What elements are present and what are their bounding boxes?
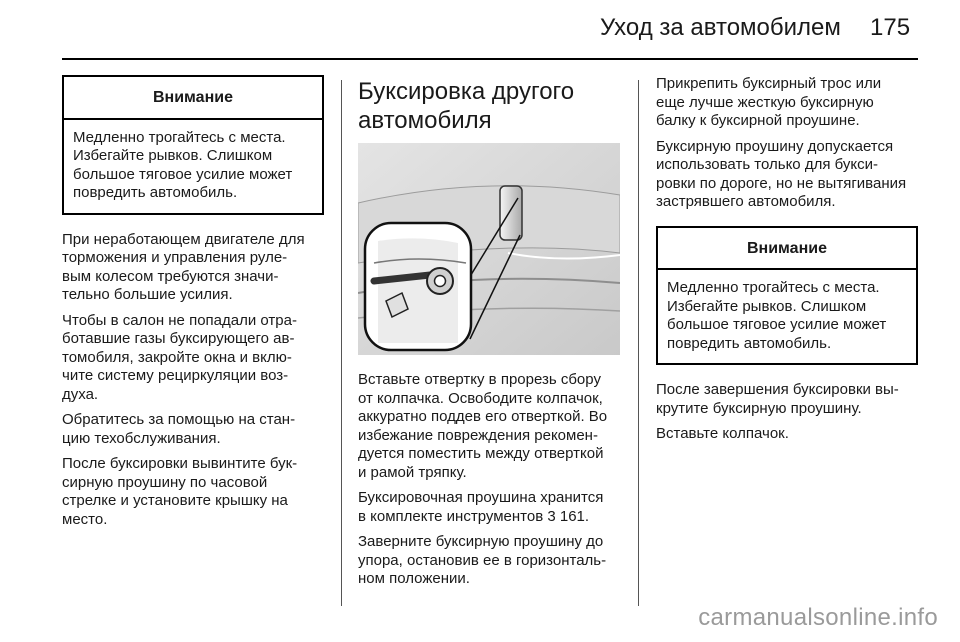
- paragraph: [358, 489, 620, 526]
- warning-box: [62, 75, 324, 215]
- paragraph: Чтобы в салон не попадали отра- ботавшие газы буксирующего ав- томобиля, закройте окна и вклю- чите систему рециркуляции воз- духа.: [62, 311, 297, 403]
- crossref-page: 161.: [559, 507, 590, 525]
- crossref-arrow-icon: 3: [547, 507, 556, 525]
- warning-title: Внимание: [658, 228, 916, 271]
- warning-text: Медленно трогайтесь с места. Избегайте рывков. Слишком большое тяговое усилие может повредить автомобиль.: [667, 279, 887, 352]
- warning-title: Внимание: [64, 77, 322, 120]
- watermark: carmanualsonline.info: [698, 604, 938, 631]
- paragraph: Заверните буксирную проушину до упора, остановив ее в горизонталь- ном положении.: [358, 533, 607, 587]
- paragraph: Буксирную проушину допускается использовать только для букси- ровки по дороге, но не вытягивания застрявшего автомобиля.: [656, 137, 907, 210]
- header-title: Уход за автомобилем: [600, 14, 841, 41]
- warning-box: [656, 226, 918, 366]
- paragraph: Обратитесь за помощью на стан- цию техобслуживания.: [62, 411, 296, 447]
- section-title: Буксировка другого автомобиля: [358, 78, 575, 134]
- paragraph-text: Буксировочная проушина хранится в комплекте инструментов: [358, 489, 604, 525]
- column-3: [656, 75, 918, 451]
- paragraph: Вставьте отвертку в прорезь сбору от колпачка. Освободите колпачок, аккуратно поддев его отверткой. Во избежание повреждения рекомен- дуется поместить между отверткой и рамой тряпку.: [358, 371, 608, 481]
- illustration-svg: [358, 143, 620, 355]
- paragraph: При неработающем двигателе для торможения и управления руле- вым колесом требуются значи- тельно большие усилия.: [62, 230, 305, 303]
- header-rule: [62, 58, 918, 60]
- paragraph: Вставьте колпачок.: [656, 425, 789, 442]
- page-number: 175: [870, 14, 911, 41]
- column-divider: [341, 80, 342, 606]
- column-divider: [638, 80, 639, 606]
- warning-text: Медленно трогайтесь с места. Избегайте рывков. Слишком большое тяговое усилие может повредить автомобиль.: [73, 128, 293, 201]
- paragraph: После буксировки вывинтите бук- сирную проушину по часовой стрелке и установите крышку на место.: [62, 455, 298, 528]
- cap-shape: [500, 186, 522, 240]
- column-1: [62, 75, 324, 536]
- column-2: [358, 75, 620, 596]
- paragraph: После завершения буксировки вы- крутите буксирную проушину.: [656, 381, 899, 417]
- towing-eye-cap-illustration: [358, 143, 620, 355]
- paragraph: Прикрепить буксирный трос или еще лучше жесткую буксирную балку к буксирной проушине.: [656, 75, 882, 129]
